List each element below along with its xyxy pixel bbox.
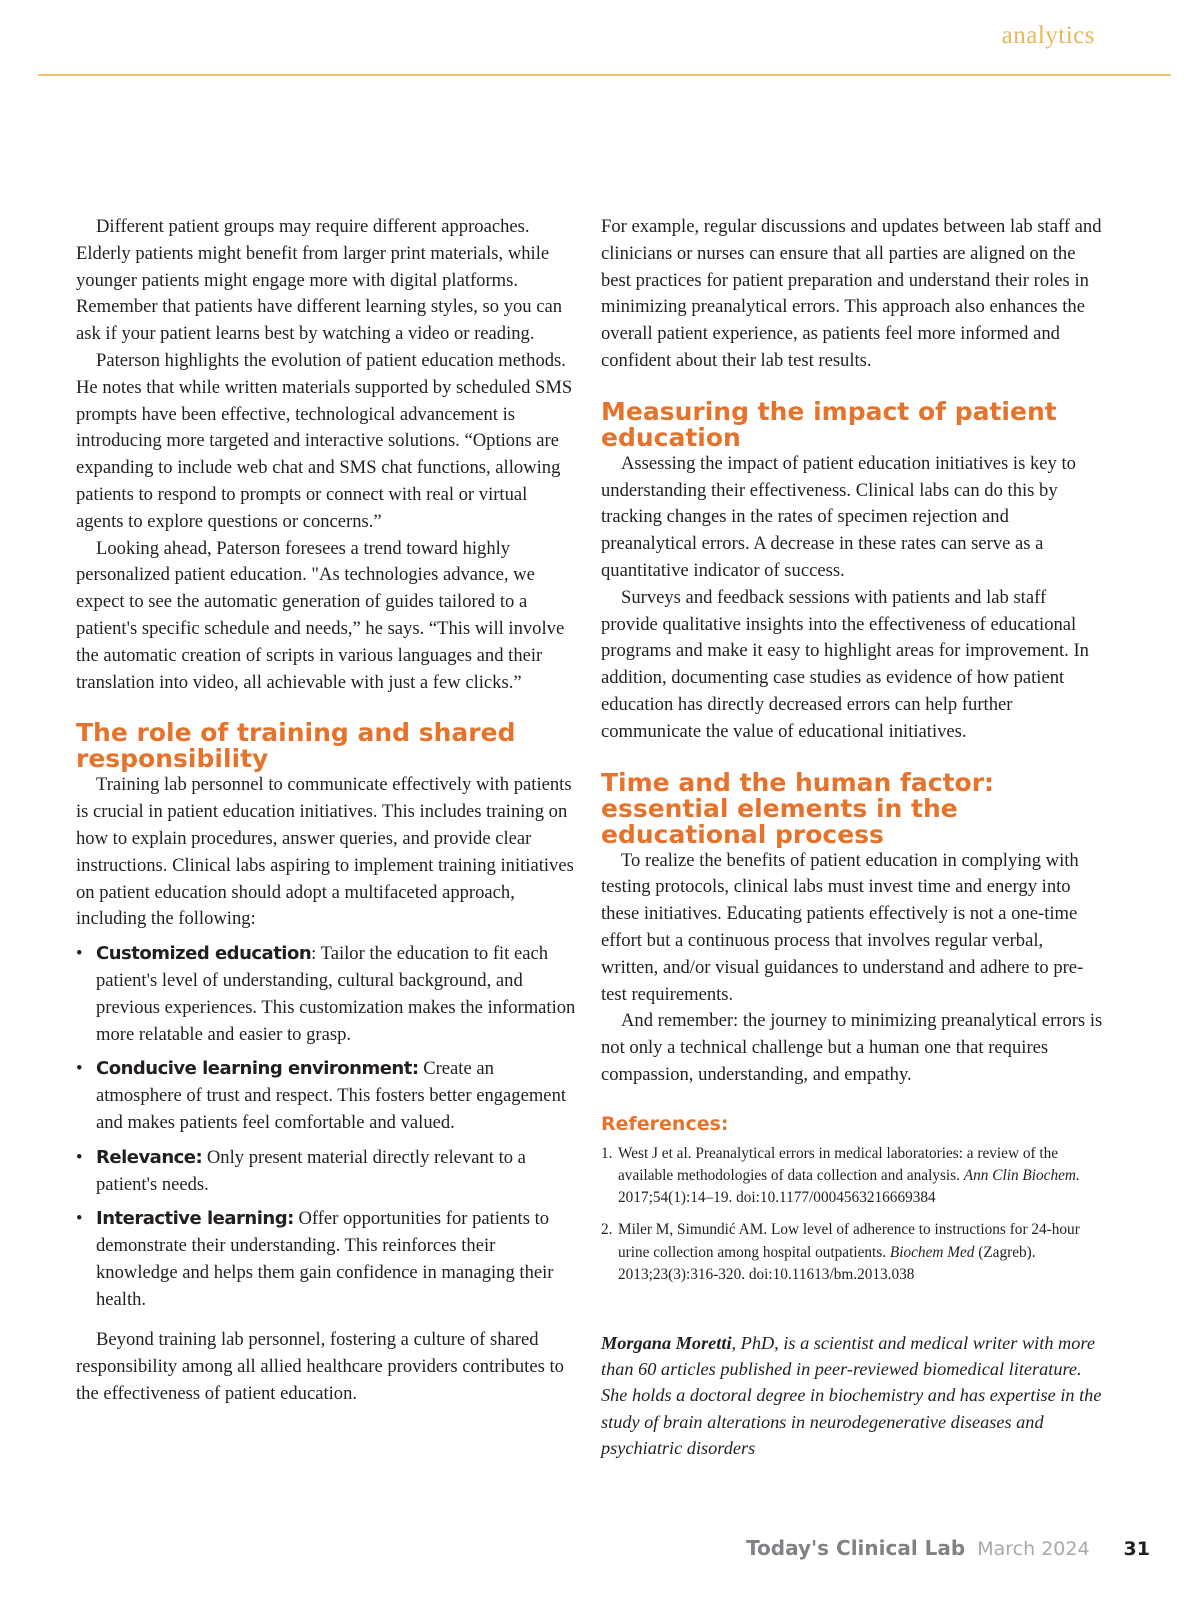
paragraph: For example, regular discussions and updates between lab staff and clinicians or nurses can ensure that all parties are aligned on the best practices for patient preparation and understand their roles in minimizing preanalytical errors. This approach also enhances the overall patient experience, as patients feel more informed and confident about their lab test results. (601, 216, 1102, 371)
paragraph: Surveys and feedback sessions with patients and lab staff provide qualitative insights into the effectiveness of educational programs and make it easy to highlight areas for improvement. In addition, documenting case studies as evidence of how patient education has directly decreased errors can help further communicate the value of educational initiatives. (601, 586, 1089, 742)
bullet-icon: • (76, 1208, 83, 1230)
author-bio-text: , PhD, is a scientist and medical writer with more than 60 articles published in peer-reviewed biomedical literature. She holds a doctoral degree in biochemistry and has expertise in the study of brain alterations in neurodegenerative diseases and psychiatric disorders (601, 1332, 1102, 1458)
reference-item (601, 1219, 1104, 1286)
heading-training: The role of training and shared responsibility (76, 718, 516, 774)
list-item (76, 1145, 576, 1199)
bullet-term: Customized education (96, 943, 312, 965)
references-list (601, 1143, 1104, 1286)
page-footer (746, 1536, 1150, 1566)
reference-citation: (Zagreb). 2013;23(3):316-320. doi:10.11613/bm.2013.038 (618, 1243, 1036, 1283)
bullet-term: Interactive learning: (96, 1208, 294, 1230)
heading-time: Time and the human factor: essential elements in the educational process (601, 767, 995, 849)
reference-text: Miler M, Simundić AM. Low level of adherence to instructions for 24-hour urine collection among hospital outpatients. (618, 1221, 1080, 1261)
reference-number: 2. (601, 1221, 613, 1239)
author-bio (601, 1330, 1104, 1461)
list-item (76, 1056, 576, 1136)
paragraph: To realize the benefits of patient education in complying with testing protocols, clinical labs must invest time and energy into these initiatives. Educating patients effectively is not a one-time effort but a continuous process that involves regular verbal, written, and/or visual guidances to understand and adhere to pre-test requirements. (601, 849, 1084, 1005)
bullet-term: Relevance: (96, 1146, 203, 1168)
bullet-text: Only present material directly relevant to a patient's needs. (96, 1146, 526, 1195)
bullet-term: Conducive learning environment: (96, 1058, 419, 1080)
header-rule (38, 74, 1171, 76)
bullet-icon: • (76, 1058, 83, 1080)
magazine-name: Today's Clinical Lab (746, 1536, 966, 1560)
bullet-icon: • (76, 1146, 83, 1168)
bullet-text: Create an atmosphere of trust and respect. This fosters better engagement and makes patients feel comfortable and valued. (96, 1058, 567, 1133)
bullet-icon: • (76, 943, 83, 965)
left-column (76, 214, 576, 1408)
issue-date: March 2024 (977, 1538, 1090, 1560)
reference-number: 1. (601, 1144, 613, 1162)
bullet-separator: : (311, 943, 317, 965)
references-heading: References: (601, 1112, 729, 1135)
training-intro: Training lab personnel to communicate effectively with patients is crucial in patient education initiatives. This includes training on how to explain procedures, answer queries, and provide clear instructions. Clinical labs aspiring to implement training initiatives on patient education should adopt a multifaceted approach, including the following: (76, 774, 574, 930)
paragraph: Assessing the impact of patient education initiatives is key to understanding their effectiveness. Clinical labs can do this by tracking changes in the rates of specimen rejection and preanalytical errors. A decrease in these rates can serve as a quantitative indicator of success. (601, 452, 1076, 581)
reference-citation: 2017;54(1):14–19. doi:10.1177/0004563216669384 (618, 1189, 936, 1207)
list-item (76, 941, 576, 1048)
bullet-text: Offer opportunities for patients to demonstrate their understanding. This reinforces their knowledge and helps them gain confidence in managing their health. (96, 1208, 554, 1310)
author-name: Morgana Moretti (601, 1332, 732, 1353)
reference-journal: Ann Clin Biochem. (963, 1166, 1080, 1184)
section-tag: analytics (1001, 22, 1095, 49)
paragraph: Paterson highlights the evolution of patient education methods. He notes that while written materials supported by scheduled SMS prompts have been effective, technological advancement is introducing more targeted and interactive solutions. “Options are expanding to include web chat and SMS chat functions, allowing patients to respond to prompts or connect with real or virtual agents to explore questions or concerns.” (76, 349, 573, 532)
paragraph: And remember: the journey to minimizing preanalytical errors is not only a technical challenge but a human one that requires compassion, understanding, and empathy. (601, 1010, 1103, 1085)
page-number: 31 (1123, 1538, 1150, 1560)
paragraph: Looking ahead, Paterson foresees a trend toward highly personalized patient education. "As technologies advance, we expect to see the automatic generation of guides tailored to a patient's specific schedule and needs,” he says. “This will involve the automatic creation of scripts in various languages and their translation into video, all achievable with just a few clicks.” (76, 537, 565, 693)
heading-measuring: Measuring the impact of patient education (601, 396, 1057, 452)
closing-paragraph: Beyond training lab personnel, fostering a culture of shared responsibility among all allied healthcare providers contributes to the effectiveness of patient education. (76, 1329, 564, 1405)
reference-item (601, 1143, 1104, 1210)
bullet-list (76, 941, 576, 1313)
bullet-text: Tailor the education to fit each patient's level of understanding, cultural background, and previous experiences. This customization makes the information more relatable and easier to grasp. (96, 943, 576, 1045)
reference-journal: Biochem Med (889, 1243, 975, 1261)
paragraph: Different patient groups may require different approaches. Elderly patients might benefit from larger print materials, while younger patients might engage more with digital platforms. Remember that patients have different learning styles, so you can ask if your patient learns best by watching a video or reading. (76, 216, 563, 345)
reference-text: West J et al. Preanalytical errors in medical laboratories: a review of the available methodologies of data collection and analysis. (618, 1144, 1059, 1184)
right-column (601, 214, 1104, 1461)
list-item (76, 1206, 576, 1313)
